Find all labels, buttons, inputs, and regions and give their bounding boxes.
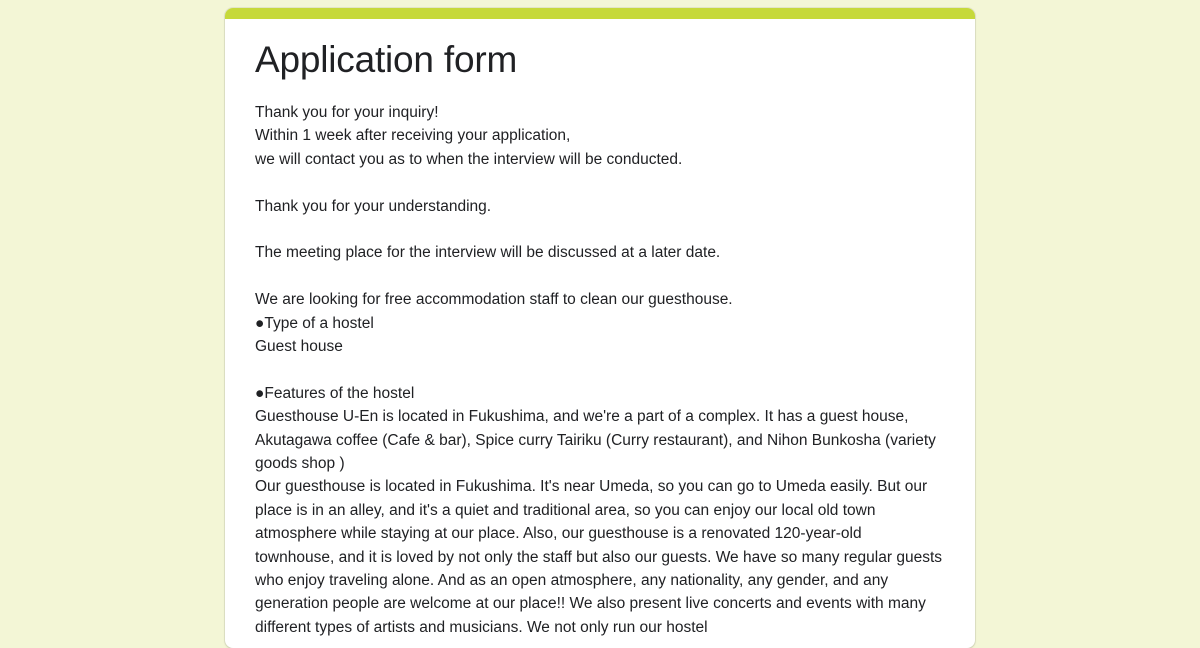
description-paragraph: Guesthouse U-En is located in Fukushima, and we're a part of a complex. It has a guest house, Akutagawa coffee (Cafe & bar), Spice curry Tairiku (Curry restaurant), and Nihon Bunkosha (variety goods shop ) (255, 408, 936, 473)
description-line: Guest house (255, 338, 343, 356)
form-accent-bar (225, 8, 975, 19)
description-line: Within 1 week after receiving your application, (255, 127, 571, 145)
description-line: Thank you for your understanding. (255, 197, 492, 215)
description-blank-line (255, 265, 945, 288)
form-title: Application form (255, 39, 518, 80)
form-description (255, 101, 945, 639)
description-blank-line (255, 218, 945, 241)
description-blank-line (255, 171, 945, 194)
description-line: Thank you for your inquiry! (255, 104, 439, 121)
description-line: The meeting place for the interview will be discussed at a later date. (255, 244, 721, 262)
description-line: ●Type of a hostel (255, 314, 374, 332)
description-line: we will contact you as to when the interview will be conducted. (255, 150, 683, 168)
form-header (225, 19, 975, 639)
form-card (225, 8, 975, 648)
description-paragraph: Our guesthouse is located in Fukushima. It's near Umeda, so you can go to Umeda easily. But our place is in an alley, and it's a quiet and traditional area, so you can enjoy our local old town atmosphere while staying at our place. Also, our guesthouse is a renovated 120-year-old townhouse, and it is loved by not only the staff but also our guests. We have so many regular guests who enjoy traveling alone. And as an open atmosphere, any nationality, any gender, and any generation people are welcome at our place!! We also present live concerts and events with many different types of artists and musicians. We not only run our hostel (255, 478, 942, 636)
description-line: We are looking for free accommodation staff to clean our guesthouse. (255, 291, 733, 309)
description-line: ●Features of the hostel (255, 384, 415, 402)
description-blank-line (255, 358, 945, 381)
